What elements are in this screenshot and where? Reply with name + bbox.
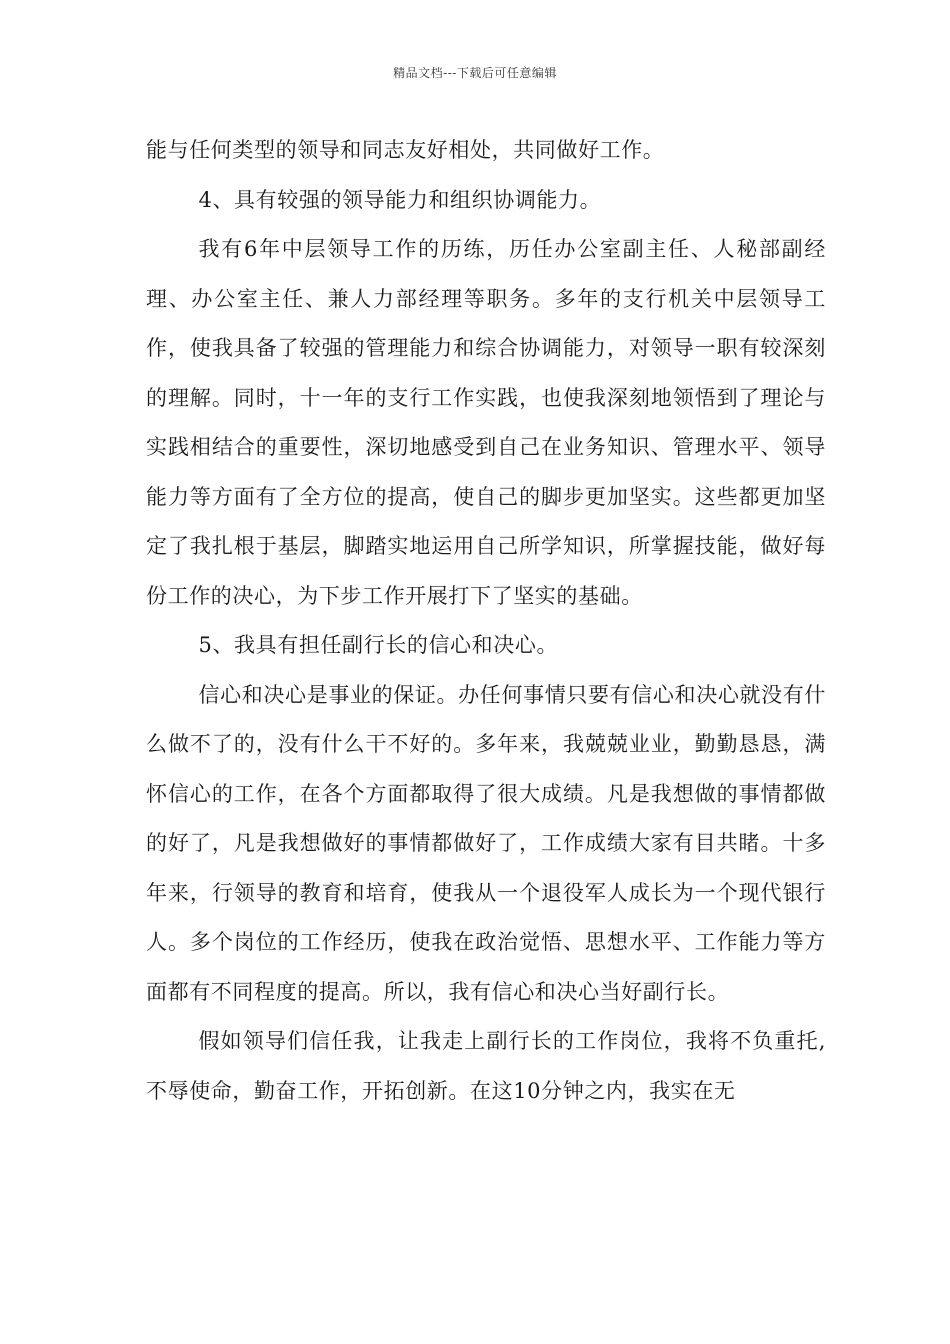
paragraph-confidence: 信心和决心是事业的保证。办任何事情只要有信心和决心就没有什么做不了的，没有什么干不好的。多年来，我兢兢业业，勤勤恳恳，满怀信心的工作，在各个方面都取得了很大成绩。凡是我想做的事情都做的好了，凡是我想做好的事情都做好了，工作成绩大家有目共睹。十多年来，行领导的教育和培育，使我从一个退役军人成长为一个现代银行人。多个岗位的工作经历，使我在政治觉悟、思想水平、工作能力等方面都有不同程度的提高。所以，我有信心和决心当好副行长。: [146, 682, 826, 1004]
paragraph-leadership-experience: 我有6年中层领导工作的历练，历任办公室副主任、人秘部副经理、办公室主任、兼人力部经理等职务。多年的支行机关中层领导工作，使我具备了较强的管理能力和综合协调能力，对领导一职有较深刻的理解。同时，十一年的支行工作实践，也使我深刻地领悟到了理论与实践相结合的重要性，深切地感受到自己在业务知识、管理水平、领导能力等方面有了全方位的提高，使自己的脚步更加坚实。这些都更加坚定了我扎根于基层，脚踏实地运用自己所学知识，所掌握技能，做好每份工作的决心，为下步工作开展打下了坚实的基础。: [146, 237, 826, 608]
paragraph-closing: 假如领导们信任我，让我走上副行长的工作岗位，我将不负重托,不辱使命，勤奋工作，开拓创新。在这10分钟之内，我实在无: [146, 1029, 826, 1103]
paragraph-point-4: 4、具有较强的领导能力和组织协调能力。: [198, 187, 602, 212]
document-body: [146, 126, 826, 1116]
paragraph-continuation: 能与任何类型的领导和同志友好相处，共同做好工作。: [146, 138, 665, 162]
paragraph-point-5: 5、我具有担任副行长的信心和决心。: [198, 633, 559, 657]
page-header: 精品文档---下载后可任意编辑: [393, 66, 557, 80]
